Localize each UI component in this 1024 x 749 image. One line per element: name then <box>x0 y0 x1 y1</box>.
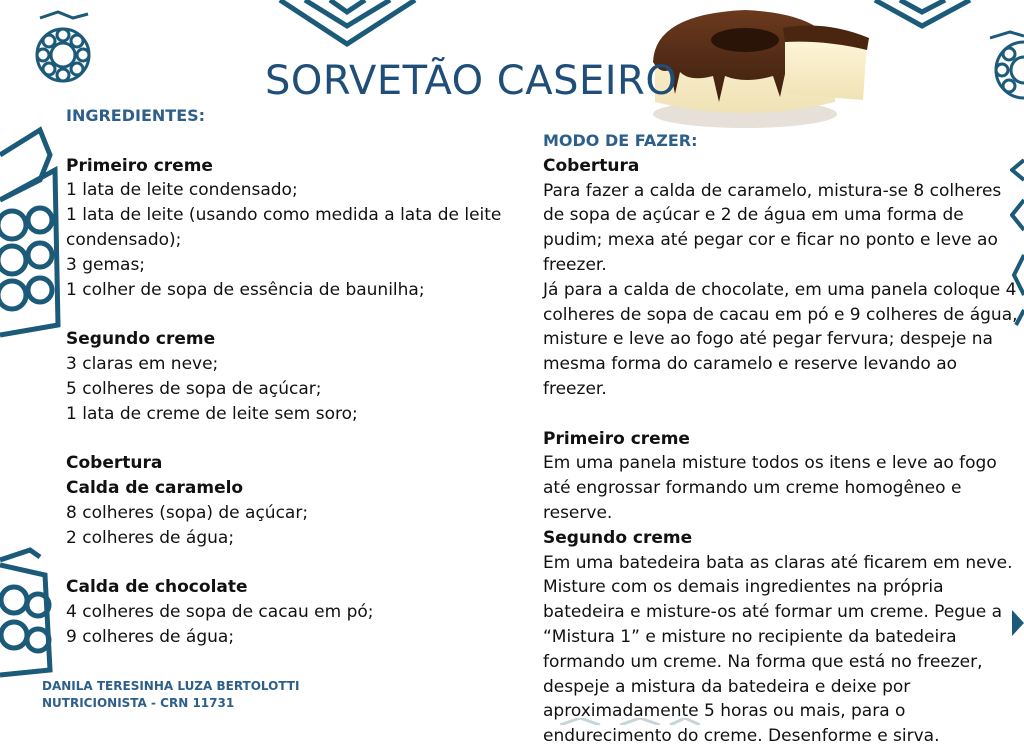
list-item: 1 lata de leite condensado; <box>66 180 298 201</box>
list-item: 3 claras em neve; <box>66 353 219 374</box>
list-item: 3 gemas; <box>66 254 146 275</box>
paragraph: Em uma panela misture todos os itens e leve ao fogo até engrossar formando um creme homogêneo e reserve. <box>543 453 997 523</box>
section-title: Calda de chocolate <box>66 577 248 598</box>
list-item: 2 colheres de água; <box>66 527 235 548</box>
list-item: 1 colher de sopa de essência de baunilha; <box>66 279 425 300</box>
list-item: 5 colheres de sopa de açúcar; <box>66 378 322 399</box>
author-name: DANILA TERESINHA LUZA BERTOLOTTI <box>42 679 300 693</box>
author-footer <box>42 678 299 712</box>
section-title: Primeiro creme <box>543 428 690 449</box>
section-title: Segundo creme <box>543 527 693 548</box>
list-item: 4 colheres de sopa de cacau em pó; <box>66 601 374 622</box>
list-item: 9 colheres de água; <box>66 626 235 647</box>
paragraph: Já para a calda de chocolate, em uma panela coloque 4 colheres de sopa de cacau em pó e 9 colheres de água, misture e leve ao fogo até pegar fervura; despeje na mesma forma do caramelo e reserve levando ao freezer. <box>543 279 1018 399</box>
list-item: 8 colheres (sopa) de açúcar; <box>66 502 309 523</box>
list-item: 1 lata de creme de leite sem soro; <box>66 403 358 424</box>
author-credential: NUTRICIONISTA - CRN 11731 <box>42 696 235 710</box>
method-column <box>543 129 1018 749</box>
paragraph: Para fazer a calda de caramelo, mistura-se 8 colheres de sopa de açúcar e 2 de água em uma forma de pudim; mexa até pegar cor e ficar no ponto e leve ao freezer. <box>543 180 1002 275</box>
section-title: Segundo creme <box>66 329 216 350</box>
ornament-top-center-icon <box>275 0 420 48</box>
section-title: Primeiro creme <box>66 155 213 176</box>
ingredients-column <box>66 104 506 650</box>
paragraph: Em uma batedeira bata as claras até ficarem em neve. Misture com os demais ingredientes na própria batedeira e misture-os até formar um creme. Pegue a “Mistura 1” e misture no recipiente da batedeira formando um creme. Na forma que está no freezer, despeje a mistura da batedeira e deixe por aproximadamente 5 horas ou mais, para o endurecimento do creme. Desenforme e sirva. <box>543 552 1013 747</box>
ornament-right-upper-icon <box>985 30 1024 105</box>
ornament-bottom-left-icon <box>0 545 62 680</box>
list-item: 1 lata de leite (usando como medida a lata de leite condensado); <box>66 205 502 250</box>
ornament-top-left-icon <box>28 10 98 85</box>
ornament-top-right-icon <box>870 0 975 30</box>
method-heading: MODO DE FAZER: <box>543 131 698 150</box>
cake-image <box>645 2 885 132</box>
ornament-left-middle-icon <box>0 125 62 340</box>
section-title: Cobertura <box>66 453 163 474</box>
section-title: Cobertura <box>543 155 640 176</box>
section-subtitle: Calda de caramelo <box>66 477 244 498</box>
page-title: SORVETÃO CASEIRO <box>265 58 678 104</box>
ingredients-heading: INGREDIENTES: <box>66 106 206 125</box>
